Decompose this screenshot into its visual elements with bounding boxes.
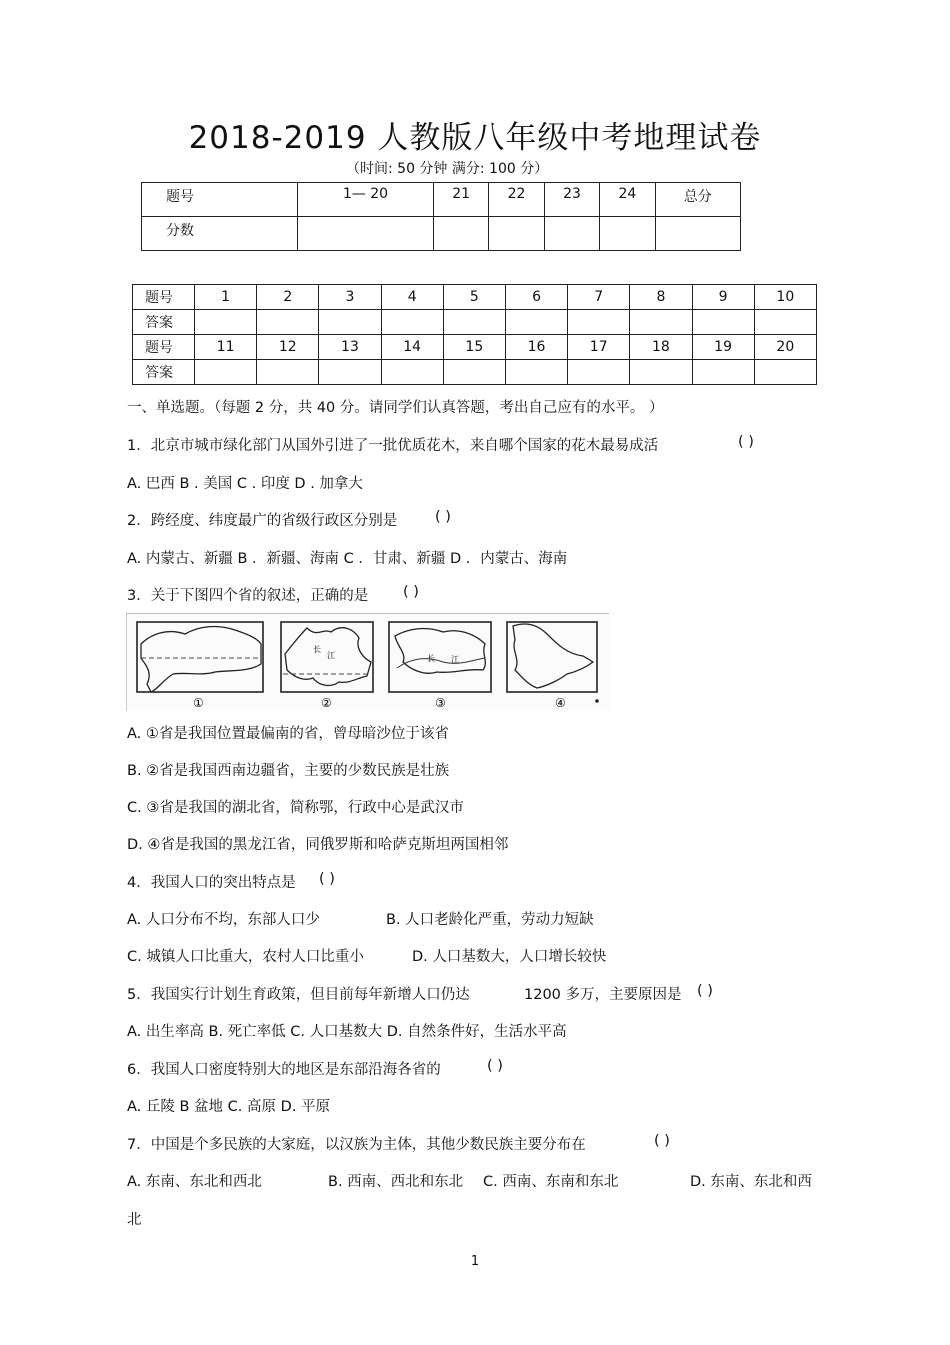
answer-input-cell[interactable] [381, 360, 443, 385]
map-3-inner-label: 长 [427, 654, 435, 663]
answer-row-label: 题号 [133, 335, 195, 360]
answer-input-cell[interactable] [754, 360, 816, 385]
question-4-stem: 4．我国人口的突出特点是 [127, 875, 296, 891]
question-6-options: A. 丘陵 B 盆地 C. 高原 D. 平原 [127, 1099, 330, 1115]
question-4-option-c: C. 城镇人口比重大，农村人口比重小 [127, 949, 364, 965]
map-1-province-outline [137, 622, 263, 692]
score-input-cell[interactable] [600, 217, 655, 251]
map-2-inner-label: 长 [313, 645, 321, 654]
question-3-option-b: B. ②省是我国西南边疆省，主要的少数民族是壮族 [127, 763, 450, 779]
question-7-answer-paren: ( ) [654, 1133, 670, 1149]
question-7-stem: 7．中国是个多民族的大家庭，以汉族为主体，其他少数民族主要分布在 [127, 1137, 586, 1153]
answer-input-cell[interactable] [443, 310, 505, 335]
answer-row-label: 题号 [133, 285, 195, 310]
score-header-cell: 题号 [142, 183, 298, 217]
question-number-cell: 14 [381, 335, 443, 360]
question-number-cell: 18 [630, 335, 692, 360]
answer-table-answer-row [133, 360, 817, 385]
page-number: 1 [470, 1254, 480, 1269]
question-number-cell: 4 [381, 285, 443, 310]
answer-input-cell[interactable] [630, 310, 692, 335]
question-number-cell: 8 [630, 285, 692, 310]
map-3-inner-label: 江 [451, 655, 459, 664]
question-5-stem: 5．我国实行计划生育政策，但目前每年新增人口仍达 [127, 987, 470, 1003]
page-title: 2018-2019 人教版八年级中考地理试卷 [188, 120, 762, 156]
section-heading: 一、单选题。（每题 2 分，共 40 分。请同学们认真答题，考出自己应有的水平。 ） [127, 400, 664, 416]
score-table [141, 182, 741, 251]
question-2-options: A. 内蒙古、新疆 B ．新疆、海南 C ．甘肃、新疆 D ．内蒙古、海南 [127, 551, 568, 567]
answer-input-cell[interactable] [692, 310, 754, 335]
question-5-stem-continued: 1200 多万，主要原因是 [524, 987, 682, 1003]
question-3-option-d: D. ④省是我国的黑龙江省，同俄罗斯和哈萨克斯坦两国相邻 [127, 837, 509, 853]
province-maps-figure [126, 613, 609, 711]
question-number-cell: 3 [319, 285, 381, 310]
question-number-cell: 13 [319, 335, 381, 360]
question-number-cell: 20 [754, 335, 816, 360]
question-number-cell: 19 [692, 335, 754, 360]
score-header-cell: 22 [489, 183, 544, 217]
question-number-cell: 12 [257, 335, 319, 360]
answer-input-cell[interactable] [443, 360, 505, 385]
score-header-cell: 24 [600, 183, 655, 217]
answer-table [132, 284, 817, 385]
score-input-cell[interactable] [544, 217, 599, 251]
map-1-label: ① [193, 696, 204, 710]
map-2-inner-label: 江 [327, 651, 335, 660]
question-4-option-d: D. 人口基数大，人口增长较快 [412, 949, 607, 965]
question-number-cell: 11 [195, 335, 257, 360]
question-3-option-c: C. ③省是我国的湖北省，简称鄂，行政中心是武汉市 [127, 800, 464, 816]
answer-row-label: 答案 [133, 360, 195, 385]
question-2-stem: 2．跨经度、纬度最广的省级行政区分别是 [127, 513, 398, 529]
score-row-label: 分数 [142, 217, 298, 251]
answer-input-cell[interactable] [195, 310, 257, 335]
map-4-province-outline [507, 622, 599, 703]
question-number-cell: 7 [568, 285, 630, 310]
answer-input-cell[interactable] [319, 360, 381, 385]
map-2-label: ② [321, 696, 332, 710]
score-input-cell[interactable] [298, 217, 434, 251]
question-3-option-a: A. ①省是我国位置最偏南的省，曾母暗沙位于该省 [127, 726, 449, 742]
question-3-answer-paren: ( ) [403, 584, 419, 600]
answer-input-cell[interactable] [505, 310, 567, 335]
score-input-cell[interactable] [655, 217, 740, 251]
question-number-cell: 5 [443, 285, 505, 310]
answer-input-cell[interactable] [257, 360, 319, 385]
score-header-cell: 21 [433, 183, 488, 217]
score-header-cell: 总分 [655, 183, 740, 217]
answer-input-cell[interactable] [630, 360, 692, 385]
answer-table-number-row [133, 335, 817, 360]
question-7-option-d-wrap: 北 [127, 1212, 142, 1228]
question-7-option-a: A. 东南、东北和西北 [127, 1174, 262, 1190]
question-1-answer-paren: ( ) [738, 434, 754, 450]
score-table-score-row [142, 217, 741, 251]
map-4-label: ④ [555, 696, 566, 710]
question-number-cell: 15 [443, 335, 505, 360]
score-input-cell[interactable] [433, 217, 488, 251]
question-7-option-b: B. 西南、西北和东北 [328, 1174, 464, 1190]
answer-input-cell[interactable] [568, 310, 630, 335]
answer-table-number-row [133, 285, 817, 310]
map-3-label: ③ [435, 696, 446, 710]
answer-input-cell[interactable] [195, 360, 257, 385]
question-3-stem: 3．关于下图四个省的叙述，正确的是 [127, 588, 369, 604]
question-number-cell: 1 [195, 285, 257, 310]
map-2-province-outline [281, 622, 373, 692]
question-7-option-c: C. 西南、东南和东北 [483, 1174, 619, 1190]
answer-table-answer-row [133, 310, 817, 335]
answer-input-cell[interactable] [257, 310, 319, 335]
question-number-cell: 6 [505, 285, 567, 310]
question-number-cell: 17 [568, 335, 630, 360]
answer-input-cell[interactable] [754, 310, 816, 335]
answer-input-cell[interactable] [692, 360, 754, 385]
question-5-answer-paren: ( ) [697, 983, 713, 999]
answer-input-cell[interactable] [505, 360, 567, 385]
map-3-province-outline [389, 622, 491, 692]
exam-time-and-score-info: （时间: 50 分钟 满分: 100 分） [346, 161, 549, 177]
question-5-options: A. 出生率高 B. 死亡率低 C. 人口基数大 D. 自然条件好，生活水平高 [127, 1024, 567, 1040]
province-maps-drawing [127, 614, 609, 711]
question-number-cell: 2 [257, 285, 319, 310]
question-6-answer-paren: ( ) [487, 1058, 503, 1074]
question-6-stem: 6．我国人口密度特别大的地区是东部沿海各省的 [127, 1062, 441, 1078]
question-1-options: A. 巴西 B . 美国 C . 印度 D . 加拿大 [127, 476, 363, 492]
question-1-stem: 1．北京市城市绿化部门从国外引进了一批优质花木，来自哪个国家的花木最易成活 [127, 438, 659, 454]
question-number-cell: 16 [505, 335, 567, 360]
question-4-option-b: B. 人口老龄化严重，劳动力短缺 [386, 912, 594, 928]
answer-input-cell[interactable] [319, 310, 381, 335]
score-table-header-row [142, 183, 741, 217]
answer-row-label: 答案 [133, 310, 195, 335]
question-7-option-d: D. 东南、东北和西 [690, 1174, 812, 1190]
score-header-cell: 1— 20 [298, 183, 434, 217]
question-4-option-a: A. 人口分布不均，东部人口少 [127, 912, 320, 928]
answer-input-cell[interactable] [381, 310, 443, 335]
question-2-answer-paren: ( ) [435, 509, 451, 525]
question-number-cell: 9 [692, 285, 754, 310]
answer-input-cell[interactable] [568, 360, 630, 385]
question-number-cell: 10 [754, 285, 816, 310]
question-4-answer-paren: ( ) [319, 871, 335, 887]
score-header-cell: 23 [544, 183, 599, 217]
score-input-cell[interactable] [489, 217, 544, 251]
